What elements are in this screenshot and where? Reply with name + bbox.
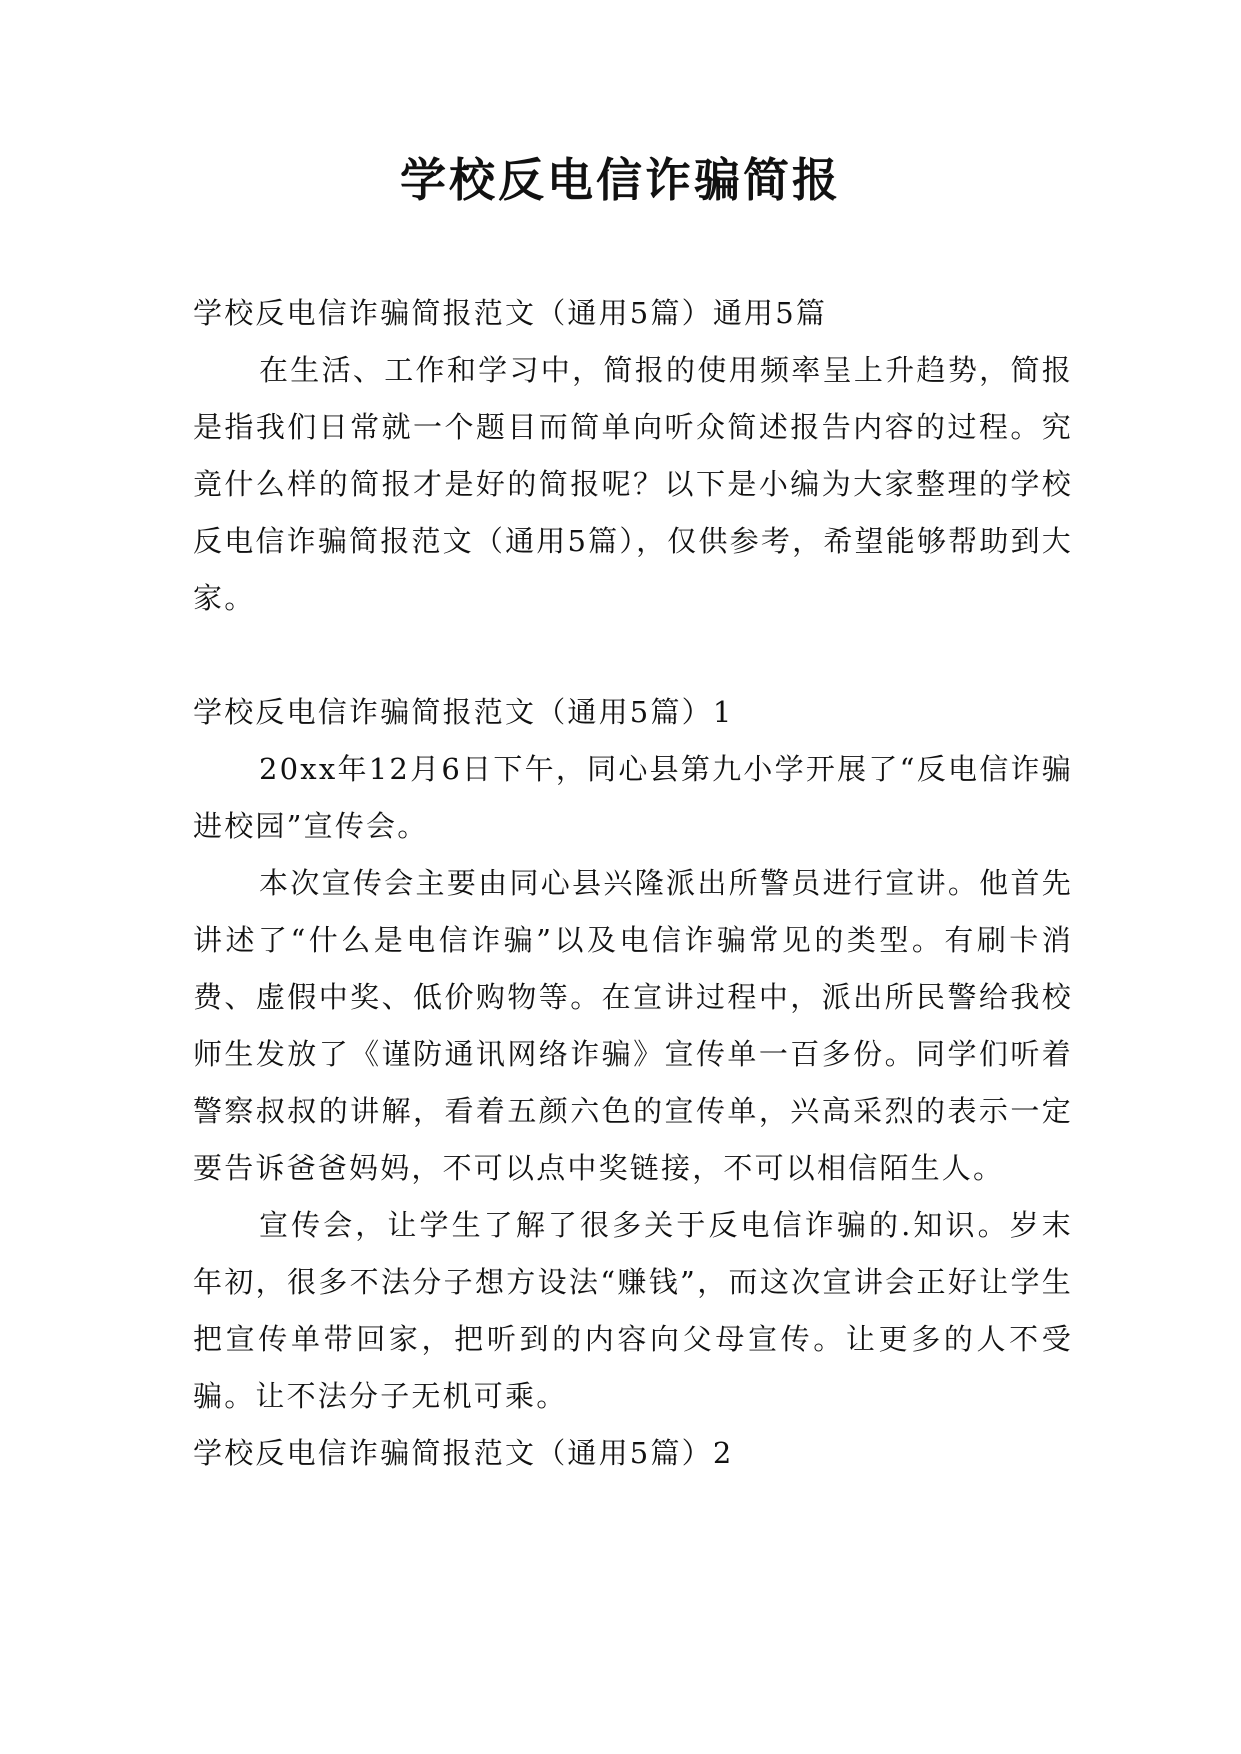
document-body: [193, 285, 1073, 1482]
section1-paragraph-3: 宣传会，让学生了解了很多关于反电信诈骗的.知识。岁末年初，很多不法分子想方设法“赚钱”，而这次宣讲会正好让学生把宣传单带回家，把听到的内容向父母宣传。让更多的人不受骗。让不法分子无机可乘。: [193, 1208, 1073, 1413]
section-spacer: [193, 627, 1073, 684]
page-title: 学校反电信诈骗简报: [400, 153, 841, 207]
section1-paragraph-2: 本次宣传会主要由同心县兴隆派出所警员进行宣讲。他首先讲述了“什么是电信诈骗”以及电信诈骗常见的类型。有刷卡消费、虚假中奖、低价购物等。在宣讲过程中，派出所民警给我校师生发放了《谨防通讯网络诈骗》宣传单一百多份。同学们听着警察叔叔的讲解，看着五颜六色的宣传单，兴高采烈的表示一定要告诉爸爸妈妈，不可以点中奖链接，不可以相信陌生人。: [193, 866, 1073, 1185]
document-subtitle: 学校反电信诈骗简报范文（通用5篇）通用5篇: [193, 296, 828, 330]
section-heading-1: 学校反电信诈骗简报范文（通用5篇）1: [193, 695, 734, 729]
section-heading-2: 学校反电信诈骗简报范文（通用5篇）2: [193, 1436, 734, 1470]
intro-paragraph: 在生活、工作和学习中，简报的使用频率呈上升趋势，简报是指我们日常就一个题目而简单向听众简述报告内容的过程。究竟什么样的简报才是好的简报呢？以下是小编为大家整理的学校反电信诈骗简报范文（通用5篇），仅供参考，希望能够帮助到大家。: [193, 353, 1073, 615]
section1-paragraph-1: 20xx年12月6日下午，同心县第九小学开展了“反电信诈骗进校园”宣传会。: [193, 752, 1073, 843]
